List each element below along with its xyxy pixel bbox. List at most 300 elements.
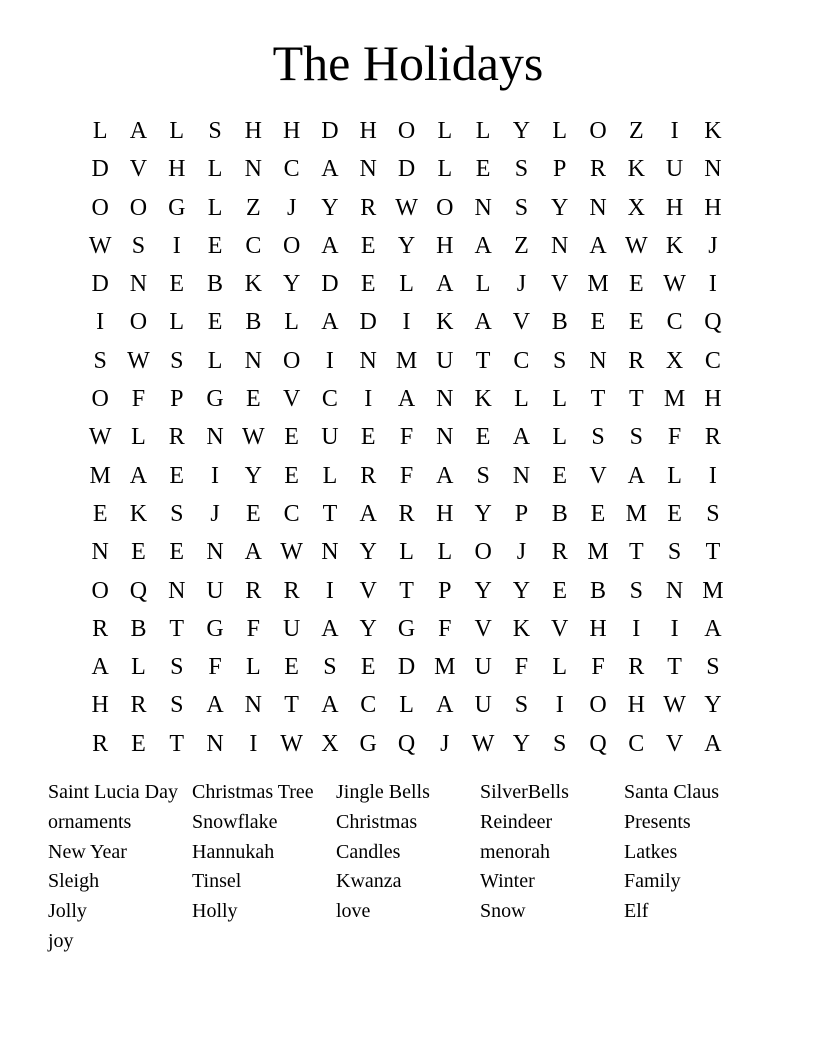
- grid-letter: L: [514, 386, 529, 413]
- grid-letter: E: [552, 462, 568, 489]
- grid-letter: J: [210, 500, 220, 527]
- word-list-item: Candles: [336, 840, 401, 863]
- grid-letter: L: [552, 386, 568, 413]
- grid-letter: P: [170, 386, 184, 413]
- grid-letter: L: [437, 156, 453, 183]
- word-list-item: Sleigh: [48, 870, 100, 893]
- grid-letter: I: [211, 462, 220, 489]
- grid-letter: L: [246, 654, 261, 681]
- grid-letter: C: [704, 347, 721, 374]
- grid-letter: L: [552, 654, 568, 681]
- grid-letter: E: [667, 500, 682, 527]
- word-list-item: Snowflake: [192, 810, 278, 833]
- grid-letter: N: [359, 347, 377, 374]
- grid-letter: X: [627, 194, 645, 221]
- grid-letter: N: [436, 386, 454, 413]
- grid-letter: T: [667, 654, 682, 681]
- grid-letter: P: [438, 577, 452, 604]
- grid-letter: S: [93, 347, 107, 374]
- grid-letter: L: [437, 539, 453, 566]
- grid-letter: A: [206, 692, 224, 719]
- grid-letter: F: [246, 615, 261, 642]
- grid-letter: D: [321, 271, 339, 298]
- grid-letter: I: [670, 118, 679, 144]
- grid-letter: T: [628, 386, 644, 413]
- grid-letter: E: [92, 500, 108, 527]
- grid-letter: P: [514, 500, 529, 527]
- grid-letter: R: [245, 577, 262, 604]
- grid-letter: A: [129, 462, 148, 489]
- grid-letter: Z: [246, 194, 261, 221]
- word-list-item: Holly: [192, 900, 238, 923]
- grid-letter: L: [399, 692, 414, 719]
- grid-letter: S: [131, 232, 146, 259]
- grid-letter: V: [589, 462, 607, 489]
- grid-letter: K: [436, 309, 454, 336]
- grid-letter: Y: [282, 271, 301, 298]
- grid-letter: N: [359, 156, 377, 183]
- grid-letter: A: [321, 615, 339, 642]
- grid-letter: C: [628, 730, 645, 757]
- word-list-item: New Year: [48, 840, 127, 863]
- grid-letter: A: [321, 156, 339, 183]
- grid-letter: F: [131, 386, 146, 413]
- grid-letter: N: [91, 539, 109, 566]
- grid-letter: N: [474, 194, 492, 221]
- word-list-item: Snow: [480, 900, 526, 923]
- grid-letter: J: [516, 271, 527, 298]
- word-list-item: joy: [48, 929, 74, 952]
- grid-letter: O: [474, 539, 492, 566]
- grid-letter: G: [359, 730, 377, 757]
- grid-letter: H: [589, 615, 607, 642]
- word-list-item: SilverBells: [480, 781, 569, 803]
- grid-letter: T: [322, 500, 338, 527]
- grid-letter: B: [207, 271, 224, 298]
- grid-letter: N: [665, 577, 684, 604]
- grid-letter: F: [399, 424, 414, 451]
- grid-letter: T: [399, 577, 414, 604]
- grid-letter: Y: [512, 118, 531, 144]
- grid-letter: A: [321, 309, 339, 336]
- grid-letter: M: [587, 539, 609, 566]
- grid-letter: W: [127, 347, 150, 374]
- grid-letter: I: [364, 386, 373, 413]
- grid-letter: O: [91, 194, 109, 221]
- grid-letter: S: [553, 730, 567, 757]
- grid-letter: E: [131, 730, 146, 757]
- grid-letter: N: [551, 232, 569, 259]
- grid-letter: O: [589, 118, 607, 144]
- grid-letter: W: [280, 539, 303, 566]
- grid-letter: S: [629, 424, 643, 451]
- grid-letter: U: [474, 654, 492, 681]
- grid-letter: L: [169, 118, 185, 144]
- grid-letter: R: [92, 730, 109, 757]
- word-list: [48, 778, 768, 957]
- grid-letter: V: [474, 615, 492, 642]
- grid-letter: U: [206, 577, 224, 604]
- grid-letter: M: [663, 386, 686, 413]
- grid-letter: K: [704, 118, 722, 144]
- grid-letter: K: [512, 615, 531, 642]
- grid-letter: D: [91, 271, 109, 298]
- grid-letter: I: [249, 730, 258, 757]
- grid-letter: C: [283, 156, 300, 183]
- grid-letter: J: [516, 539, 527, 566]
- word-list-item: Kwanza: [336, 870, 402, 893]
- grid-letter: O: [91, 577, 109, 604]
- grid-letter: R: [283, 577, 300, 604]
- grid-letter: T: [705, 539, 721, 566]
- grid-letter: E: [169, 539, 185, 566]
- grid-letter: D: [321, 118, 339, 144]
- grid-letter: L: [399, 539, 414, 566]
- grid-letter: V: [129, 156, 148, 183]
- word-list-item: Winter: [480, 870, 535, 893]
- grid-letter: N: [206, 730, 224, 757]
- grid-letter: U: [665, 156, 684, 183]
- grid-letter: A: [129, 118, 148, 144]
- grid-letter: M: [587, 271, 609, 298]
- word-list-item: Family: [624, 870, 681, 893]
- grid-letter: R: [360, 462, 377, 489]
- grid-letter: O: [282, 232, 301, 259]
- grid-letter: L: [475, 271, 491, 298]
- grid-letter: H: [359, 118, 377, 144]
- grid-letter: O: [91, 386, 109, 413]
- grid-letter: R: [398, 500, 415, 527]
- grid-letter: V: [359, 577, 377, 604]
- grid-letter: N: [244, 347, 262, 374]
- grid-letter: W: [663, 271, 686, 298]
- grid-letter: N: [129, 271, 148, 298]
- grid-letter: B: [130, 615, 147, 642]
- grid-letter: I: [325, 577, 334, 604]
- grid-letter: S: [514, 194, 529, 221]
- grid-letter: W: [280, 730, 303, 757]
- grid-letter: E: [207, 232, 223, 259]
- grid-letter: P: [553, 156, 567, 183]
- grid-letter: Y: [512, 730, 531, 757]
- grid-letter: R: [92, 615, 109, 642]
- grid-letter: I: [632, 615, 641, 642]
- grid-letter: E: [246, 386, 261, 413]
- grid-letter: H: [436, 500, 454, 527]
- grid-letter: N: [589, 194, 607, 221]
- grid-letter: N: [321, 539, 339, 566]
- grid-letter: I: [172, 232, 181, 259]
- grid-letter: F: [399, 462, 414, 489]
- grid-letter: X: [665, 347, 684, 374]
- grid-letter: J: [286, 194, 297, 221]
- grid-letter: J: [708, 232, 718, 259]
- grid-letter: H: [704, 386, 722, 413]
- grid-letter: B: [245, 309, 262, 336]
- grid-letter: L: [131, 424, 146, 451]
- grid-letter: Y: [359, 615, 377, 642]
- grid-letter: N: [512, 462, 531, 489]
- word-list-item: Hannukah: [192, 840, 275, 863]
- grid-letter: N: [206, 539, 224, 566]
- grid-letter: N: [206, 424, 224, 451]
- grid-letter: C: [666, 309, 683, 336]
- grid-letter: N: [704, 156, 722, 183]
- grid-letter: W: [395, 194, 418, 221]
- word-list-item: love: [336, 900, 371, 923]
- grid-letter: O: [589, 692, 607, 719]
- grid-letter: V: [551, 615, 569, 642]
- grid-letter: E: [169, 271, 185, 298]
- grid-letter: L: [667, 462, 682, 489]
- grid-letter: R: [168, 424, 185, 451]
- grid-letter: J: [440, 730, 450, 757]
- grid-letter: S: [514, 692, 529, 719]
- grid-letter: A: [704, 615, 722, 642]
- grid-letter: S: [553, 347, 567, 374]
- grid-letter: D: [91, 156, 109, 183]
- grid-letter: E: [475, 156, 491, 183]
- grid-letter: Q: [589, 730, 607, 757]
- grid-letter: E: [207, 309, 223, 336]
- grid-letter: E: [131, 539, 146, 566]
- grid-letter: E: [475, 424, 491, 451]
- grid-letter: A: [474, 232, 492, 259]
- grid-letter: G: [206, 615, 224, 642]
- grid-letter: E: [360, 424, 376, 451]
- grid-letter: S: [706, 500, 720, 527]
- grid-letter: E: [360, 232, 376, 259]
- grid-letter: L: [437, 118, 453, 144]
- grid-letter: S: [170, 654, 184, 681]
- grid-letter: I: [708, 271, 717, 298]
- grid-letter: M: [625, 500, 647, 527]
- grid-letter: O: [436, 194, 454, 221]
- grid-letter: D: [397, 156, 416, 183]
- grid-letter: A: [397, 386, 416, 413]
- grid-letter: M: [89, 462, 111, 489]
- grid-letter: E: [284, 654, 299, 681]
- grid-letter: I: [708, 462, 717, 489]
- grid-letter: H: [436, 232, 454, 259]
- grid-letter: I: [402, 309, 411, 336]
- grid-letter: L: [207, 156, 223, 183]
- grid-letter: W: [663, 692, 686, 719]
- grid-letter: E: [628, 309, 644, 336]
- grid-letter: E: [169, 462, 185, 489]
- grid-letter: I: [555, 692, 564, 719]
- grid-letter: A: [244, 539, 262, 566]
- grid-letter: H: [704, 194, 722, 221]
- grid-letter: L: [475, 118, 491, 144]
- grid-letter: Y: [512, 577, 531, 604]
- grid-letter: Y: [474, 577, 492, 604]
- grid-letter: K: [627, 156, 645, 183]
- grid-letter: A: [436, 462, 454, 489]
- grid-letter: A: [91, 654, 109, 681]
- grid-letter: A: [589, 232, 607, 259]
- grid-letter: L: [207, 347, 223, 374]
- grid-letter: S: [208, 118, 222, 144]
- grid-letter: W: [242, 424, 265, 451]
- word-list-item: Jingle Bells: [336, 781, 430, 803]
- grid-letter: E: [590, 500, 606, 527]
- grid-letter: G: [397, 615, 416, 642]
- grid-letter: F: [667, 424, 682, 451]
- grid-letter: U: [282, 615, 301, 642]
- grid-letter: S: [591, 424, 605, 451]
- grid-letter: E: [284, 424, 299, 451]
- grid-letter: L: [552, 118, 568, 144]
- grid-letter: T: [169, 730, 185, 757]
- grid-letter: W: [88, 424, 112, 451]
- grid-letter: Q: [397, 730, 416, 757]
- grid-letter: W: [88, 232, 112, 259]
- grid-letter: S: [170, 500, 184, 527]
- grid-letter: R: [628, 347, 645, 374]
- grid-letter: I: [670, 615, 679, 642]
- grid-letter: H: [665, 194, 684, 221]
- grid-letter: X: [321, 730, 339, 757]
- grid-letter: L: [284, 309, 299, 336]
- grid-letter: O: [397, 118, 416, 144]
- grid-letter: L: [399, 271, 414, 298]
- grid-letter: U: [436, 347, 454, 374]
- grid-letter: E: [552, 577, 568, 604]
- grid-letter: L: [131, 654, 146, 681]
- grid-letter: C: [360, 692, 377, 719]
- grid-letter: Y: [704, 692, 722, 719]
- grid-letter: Q: [704, 309, 722, 336]
- grid-letter: L: [92, 118, 108, 144]
- grid-letter: E: [246, 500, 261, 527]
- grid-letter: S: [706, 654, 720, 681]
- word-list-item: ornaments: [48, 810, 132, 833]
- grid-letter: O: [129, 194, 148, 221]
- grid-letter: M: [434, 654, 456, 681]
- grid-letter: V: [551, 271, 569, 298]
- grid-letter: T: [284, 692, 299, 719]
- grid-letter: A: [512, 424, 531, 451]
- grid-letter: H: [244, 118, 262, 144]
- grid-letter: W: [624, 232, 648, 259]
- grid-letter: S: [170, 692, 184, 719]
- grid-letter: O: [129, 309, 148, 336]
- grid-letter: D: [397, 654, 416, 681]
- word-list-item: Santa Claus: [624, 781, 719, 803]
- word-list-item: Saint Lucia Day: [48, 781, 178, 803]
- grid-letter: A: [321, 232, 339, 259]
- grid-letter: K: [244, 271, 262, 298]
- grid-letter: Y: [321, 194, 339, 221]
- grid-letter: E: [628, 271, 644, 298]
- grid-letter: U: [321, 424, 339, 451]
- grid-letter: R: [130, 692, 147, 719]
- grid-letter: F: [591, 654, 605, 681]
- grid-letter: S: [476, 462, 490, 489]
- grid-letter: V: [282, 386, 301, 413]
- grid-letter: M: [395, 347, 418, 374]
- grid-letter: L: [169, 309, 185, 336]
- grid-letter: A: [474, 309, 492, 336]
- word-list-item: Christmas: [336, 810, 418, 833]
- grid-letter: F: [514, 654, 529, 681]
- grid-letter: N: [589, 347, 607, 374]
- grid-letter: Y: [474, 500, 492, 527]
- grid-letter: K: [665, 232, 684, 259]
- word-list-item: Christmas Tree: [192, 781, 314, 803]
- grid-letter: I: [325, 347, 334, 374]
- grid-letter: N: [244, 156, 262, 183]
- grid-letter: A: [436, 271, 454, 298]
- grid-letter: K: [129, 500, 148, 527]
- grid-letter: A: [436, 692, 454, 719]
- grid-letter: S: [170, 347, 184, 374]
- grid-letter: V: [665, 730, 684, 757]
- grid-letter: W: [471, 730, 495, 757]
- page-title: The Holidays: [272, 35, 544, 91]
- grid-letter: Q: [129, 577, 148, 604]
- grid-letter: C: [245, 232, 262, 259]
- grid-letter: G: [168, 194, 186, 221]
- grid-letter: S: [514, 156, 529, 183]
- grid-letter: H: [627, 692, 645, 719]
- grid-letter: Z: [514, 232, 529, 259]
- grid-letter: V: [512, 309, 531, 336]
- grid-letter: H: [282, 118, 301, 144]
- grid-letter: N: [436, 424, 454, 451]
- grid-letter: Y: [397, 232, 416, 259]
- grid-letter: G: [206, 386, 224, 413]
- word-list-item: Presents: [624, 810, 691, 833]
- grid-letter: B: [551, 500, 568, 527]
- word-list-item: Jolly: [48, 900, 87, 923]
- grid-letter: T: [169, 615, 185, 642]
- grid-letter: F: [438, 615, 452, 642]
- word-list-item: Latkes: [624, 840, 678, 863]
- grid-letter: E: [360, 271, 376, 298]
- grid-letter: C: [321, 386, 338, 413]
- grid-letter: R: [551, 539, 568, 566]
- grid-letter: A: [704, 730, 722, 757]
- grid-letter: E: [284, 462, 299, 489]
- grid-letter: R: [360, 194, 377, 221]
- grid-letter: Y: [551, 194, 569, 221]
- grid-letter: T: [475, 347, 491, 374]
- grid-letter: R: [590, 156, 607, 183]
- grid-letter: I: [96, 309, 105, 336]
- grid-letter: L: [322, 462, 338, 489]
- grid-letter: K: [474, 386, 492, 413]
- grid-letter: A: [321, 692, 339, 719]
- grid-letter: E: [360, 654, 376, 681]
- word-list-item: Reindeer: [480, 810, 553, 833]
- grid-letter: O: [282, 347, 301, 374]
- grid-letter: D: [359, 309, 377, 336]
- grid-letter: L: [552, 424, 568, 451]
- grid-letter: S: [323, 654, 337, 681]
- grid-letter: A: [627, 462, 645, 489]
- grid-letter: Y: [244, 462, 262, 489]
- grid-letter: H: [91, 692, 109, 719]
- grid-letter: S: [667, 539, 682, 566]
- grid-letter: N: [168, 577, 186, 604]
- grid-letter: B: [590, 577, 607, 604]
- grid-letter: C: [513, 347, 530, 374]
- grid-letter: A: [359, 500, 377, 527]
- grid-letter: R: [628, 654, 645, 681]
- grid-letter: S: [629, 577, 643, 604]
